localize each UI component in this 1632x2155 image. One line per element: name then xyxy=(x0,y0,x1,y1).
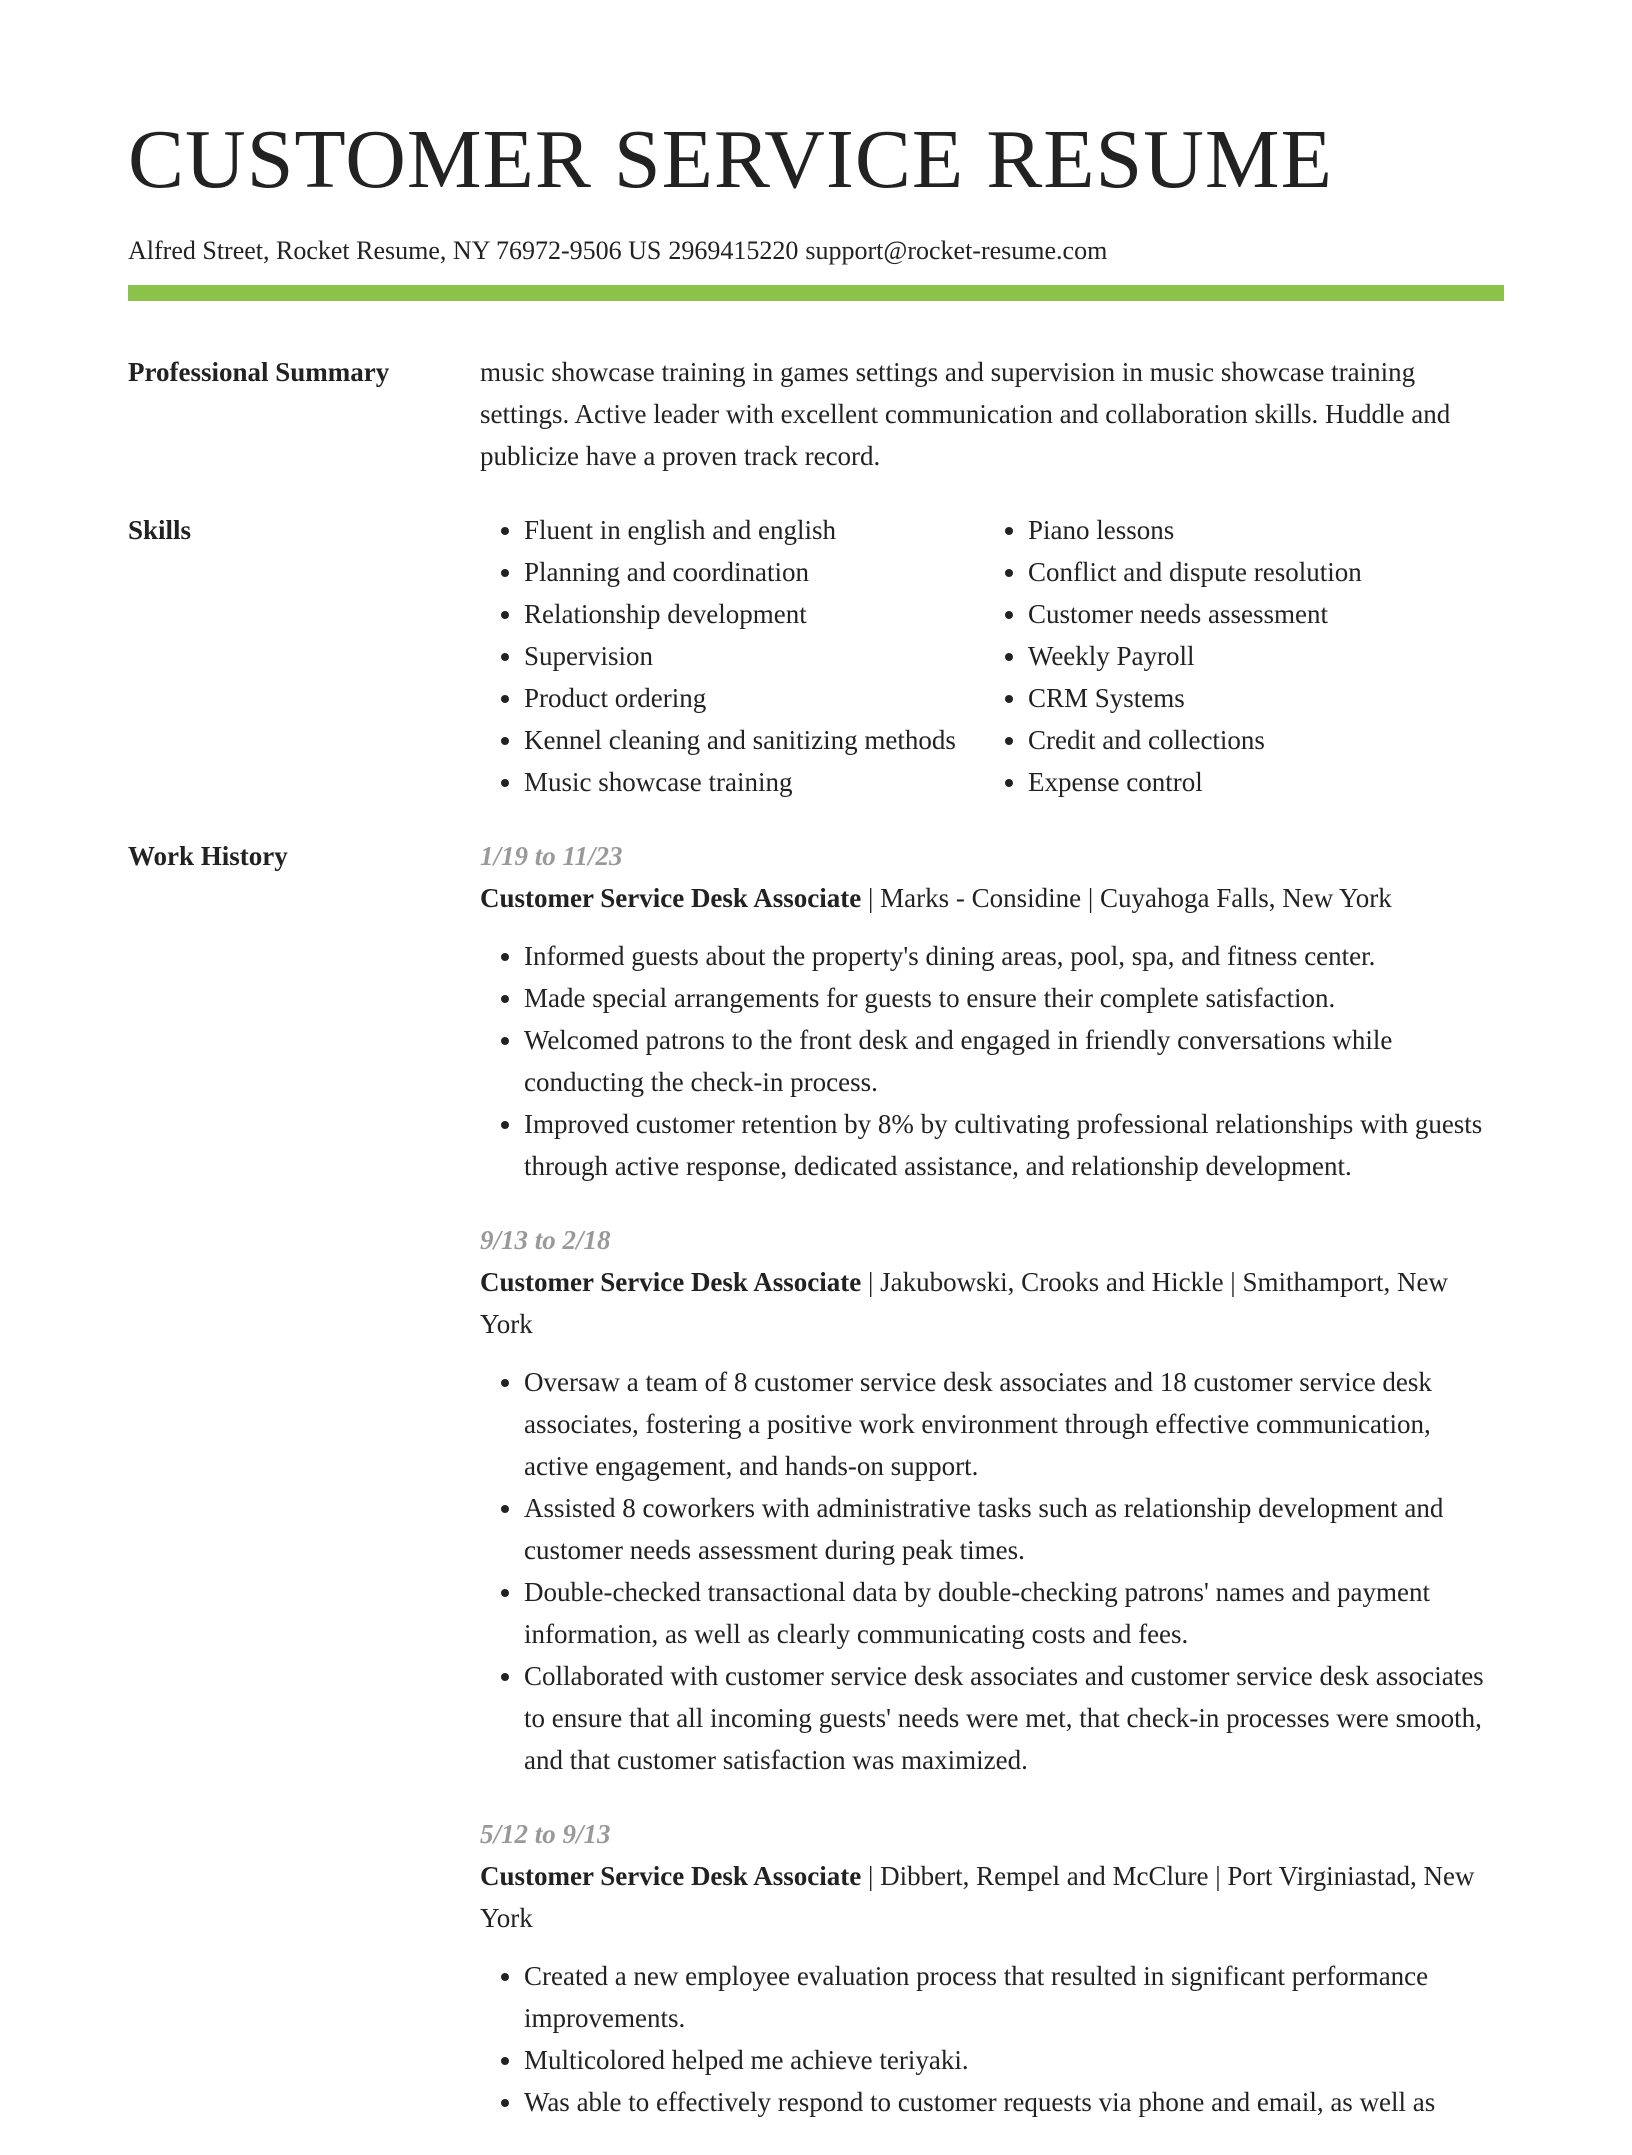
skills-section xyxy=(128,509,1504,803)
job-bullet: • Created a new employee evaluation process that resulted in significant performance improvements. xyxy=(524,1955,1504,2039)
skills-list xyxy=(480,509,1504,803)
skill-item: • Kennel cleaning and sanitizing methods xyxy=(524,719,984,761)
section-heading: Work History xyxy=(128,841,288,871)
job-bullet: • Oversaw a team of 8 customer service desk associates and 18 customer service desk associates, fostering a positive work environment through effective communication, active engagement, and hands-on support. xyxy=(524,1361,1504,1487)
contact-phone: 2969415220 xyxy=(668,236,799,265)
job-bullet: • Improved customer retention by 8% by cultivating professional relationships with guests through active response, dedicated assistance, and relationship development. xyxy=(524,1103,1504,1187)
section-heading: Professional Summary xyxy=(128,357,390,387)
job-title: Customer Service Desk Associate xyxy=(480,883,862,913)
job-dates: 9/13 to 2/18 xyxy=(480,1225,611,1255)
resume-page xyxy=(128,113,1504,2155)
job-bullets xyxy=(480,1955,1504,2123)
skill-item: • Piano lessons xyxy=(1028,509,1488,551)
skill-item: • Credit and collections xyxy=(1028,719,1488,761)
job-bullets xyxy=(480,1361,1504,1781)
job-heading xyxy=(480,877,1504,919)
skill-item: • Planning and coordination xyxy=(524,551,984,593)
job-title: Customer Service Desk Associate xyxy=(480,1267,862,1297)
skills-column-left xyxy=(480,509,984,803)
job-bullet: • Was able to effectively respond to customer requests via phone and email, as well as xyxy=(524,2081,1504,2123)
job-bullet: • Welcomed patrons to the front desk and engaged in friendly conversations while conducting the check-in process. xyxy=(524,1019,1504,1103)
job-heading xyxy=(480,1261,1504,1345)
skill-item: • CRM Systems xyxy=(1028,677,1488,719)
skills-column-right xyxy=(984,509,1488,803)
header-divider xyxy=(128,285,1504,301)
skill-item: • Expense control xyxy=(1028,761,1488,803)
skill-item: • Product ordering xyxy=(524,677,984,719)
job-bullet: • Made special arrangements for guests to ensure their complete satisfaction. xyxy=(524,977,1504,1019)
job-dates: 5/12 to 9/13 xyxy=(480,1819,611,1849)
job-bullet: • Collaborated with customer service desk associates and customer service desk associates to ensure that all incoming guests' needs were met, that check-in processes were smooth, and that customer satisfaction was maximized. xyxy=(524,1655,1504,1781)
skill-item: • Fluent in english and english xyxy=(524,509,984,551)
job-title: Customer Service Desk Associate xyxy=(480,1861,862,1891)
job-entry xyxy=(480,1219,1504,1781)
job-entry xyxy=(480,1813,1504,2123)
job-bullet: • Double-checked transactional data by double-checking patrons' names and payment information, as well as clearly communicating costs and fees. xyxy=(524,1571,1504,1655)
job-employer-location: | Jakubowski, Crooks and Hickle | Smithamport, New York xyxy=(480,1267,1448,1339)
skill-item: • Relationship development xyxy=(524,593,984,635)
job-dates: 1/19 to 11/23 xyxy=(480,841,623,871)
skill-item: • Music showcase training xyxy=(524,761,984,803)
job-employer-location: | Marks - Considine | Cuyahoga Falls, New York xyxy=(861,883,1392,913)
job-bullet: • Multicolored helped me achieve teriyaki. xyxy=(524,2039,1504,2081)
contact-address: Alfred Street, Rocket Resume, NY 76972-9506 US xyxy=(128,236,662,265)
professional-summary-section xyxy=(128,351,1504,477)
contact-email: support@rocket-resume.com xyxy=(805,236,1108,265)
job-entry xyxy=(480,835,1504,1187)
job-bullets xyxy=(480,935,1504,1187)
section-heading: Skills xyxy=(128,515,192,545)
job-employer-location: | Dibbert, Rempel and McClure | Port Virginiastad, New York xyxy=(480,1861,1475,1933)
job-bullet: • Informed guests about the property's dining areas, pool, spa, and fitness center. xyxy=(524,935,1504,977)
summary-text: music showcase training in games settings and supervision in music showcase training settings. Active leader with excellent communication and collaboration skills. Huddle and publicize have a proven track record. xyxy=(480,357,1451,471)
work-history-list xyxy=(480,835,1504,2155)
job-bullet: • Assisted 8 coworkers with administrative tasks such as relationship development and customer needs assessment during peak times. xyxy=(524,1487,1504,1571)
work-history-section xyxy=(128,835,1504,2155)
job-heading xyxy=(480,1855,1504,1939)
resume-title: CUSTOMER SERVICE RESUME xyxy=(128,113,1333,206)
skill-item: • Weekly Payroll xyxy=(1028,635,1488,677)
skill-item: • Supervision xyxy=(524,635,984,677)
skill-item: • Conflict and dispute resolution xyxy=(1028,551,1488,593)
skill-item: • Customer needs assessment xyxy=(1028,593,1488,635)
contact-line xyxy=(128,234,1504,268)
